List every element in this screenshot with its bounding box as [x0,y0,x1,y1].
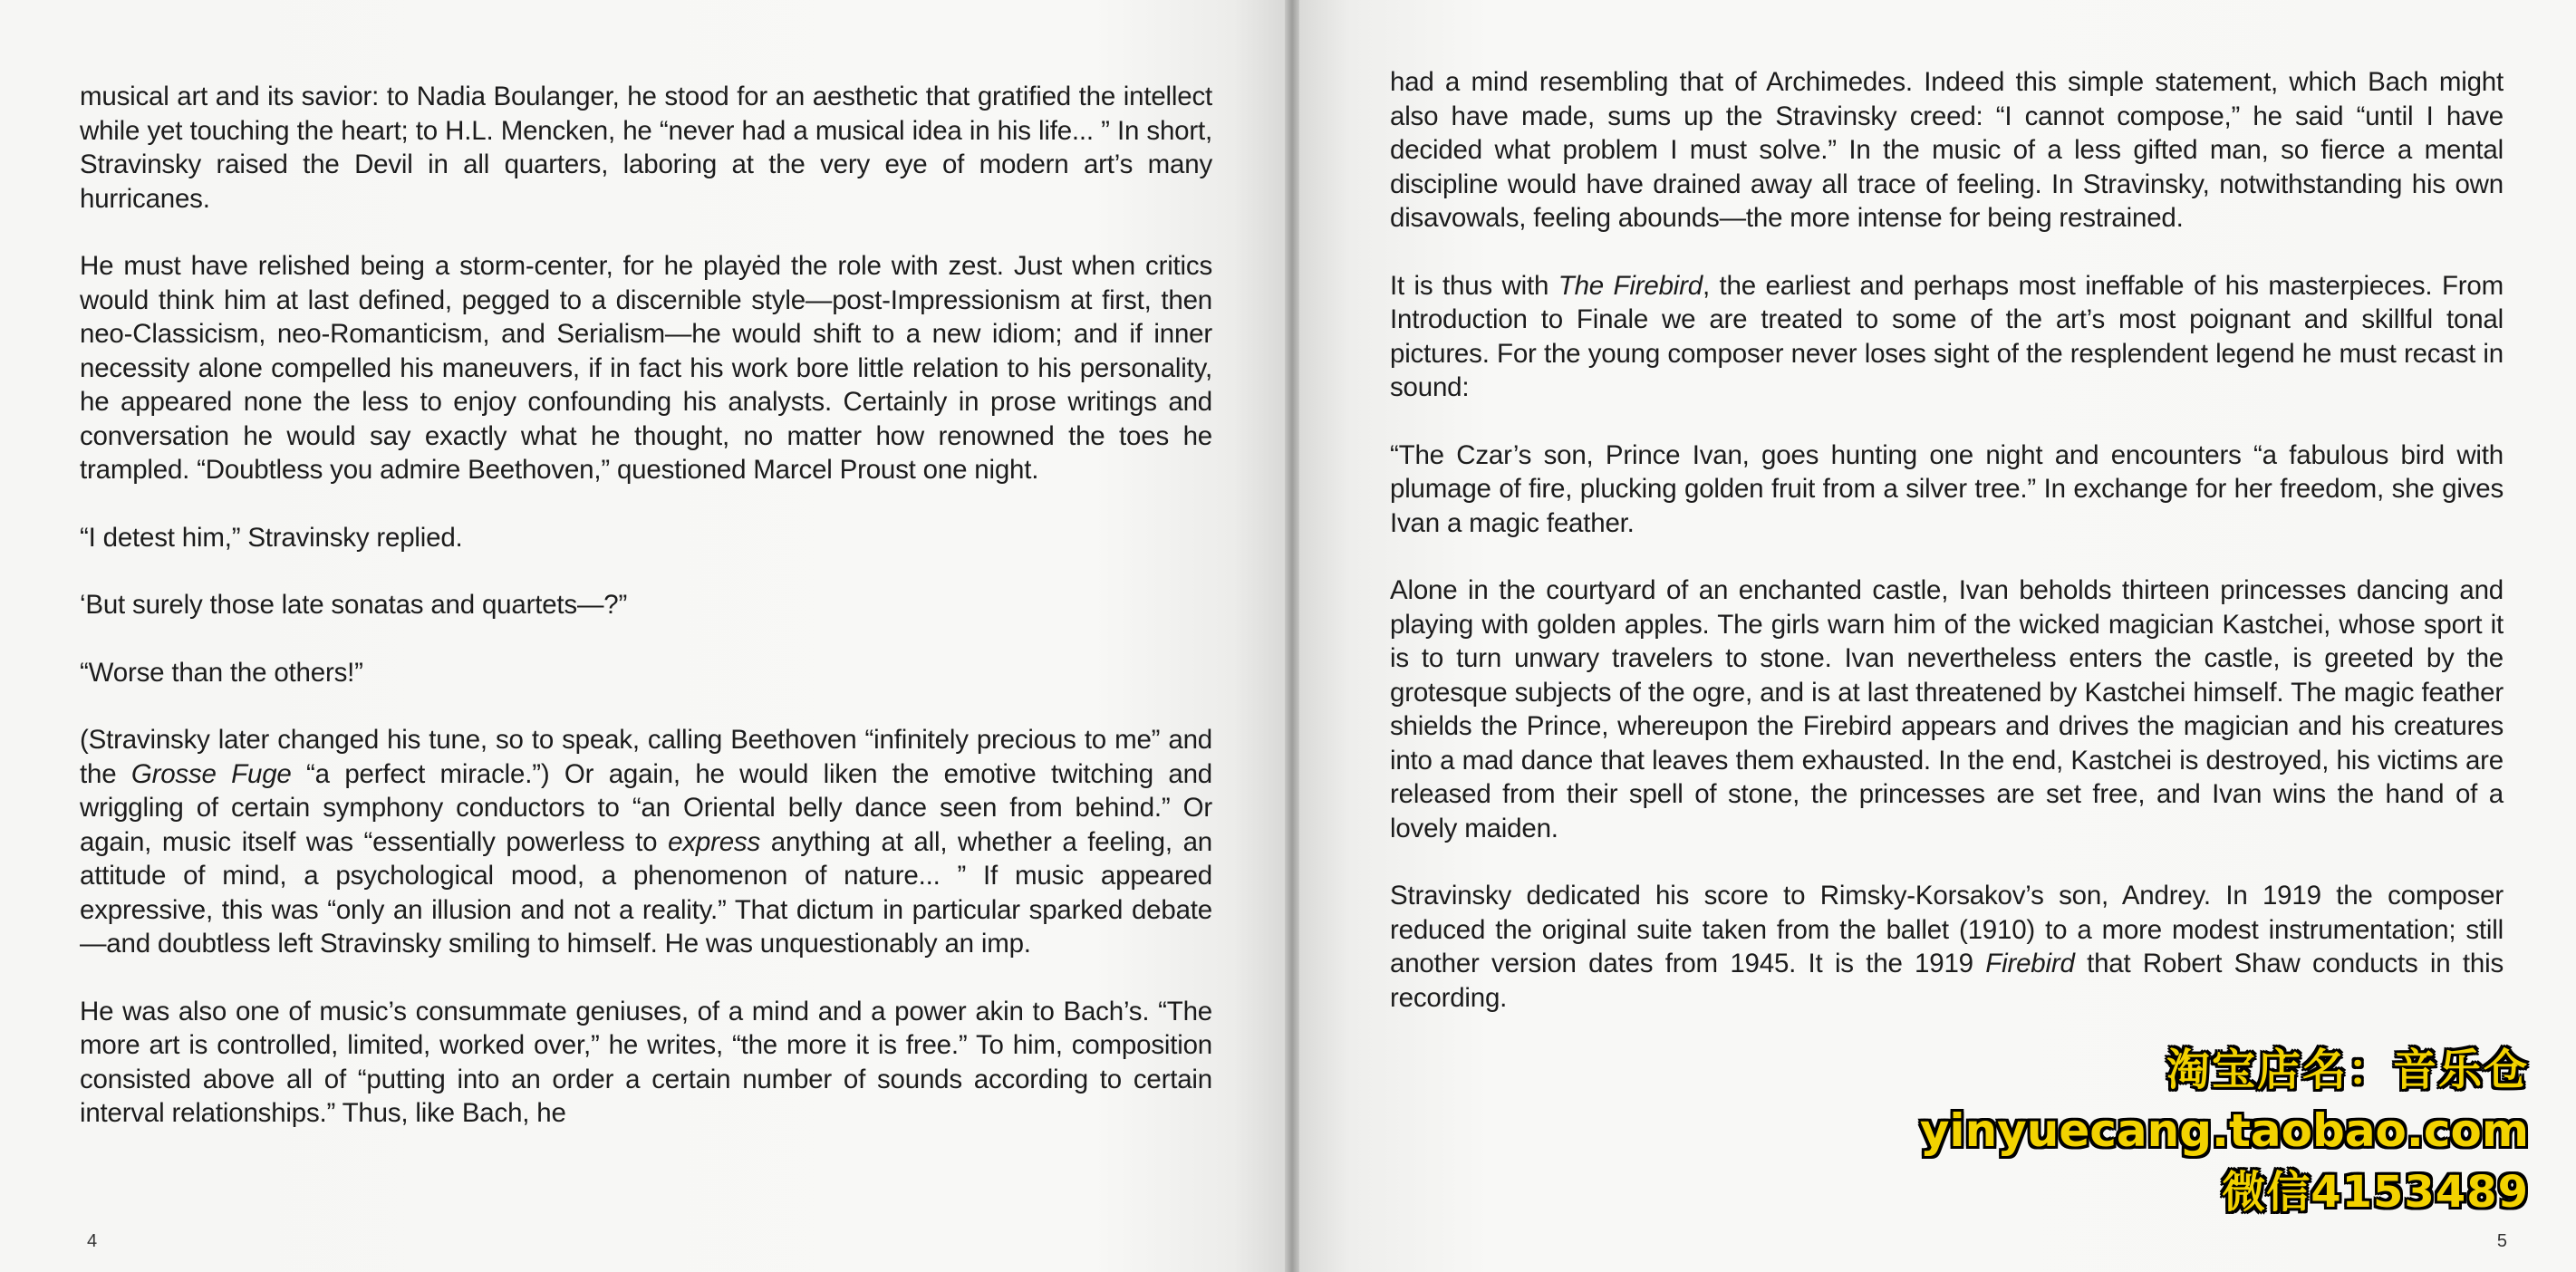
text-run: “a perfect miracle.”) Or again, he would liken the emotive twitching and wriggling of certain symphony conductors to “an Oriental belly dance seen from behind.” Or again, music itself was “essentially powerless to [80,758,1212,857]
text-run: , the earliest and perhaps most ineffable of his masterpieces. From Introduction to Finale we are treated to some of the art’s most poignant and skillful tonal pictures. For the young composer never loses sight of the resplendent legend he must recast in sound: [1390,270,2504,402]
right-paragraph-5 [1390,879,2504,1015]
italic-title-grosse-fuge: Grosse Fuge [130,758,292,789]
watermark-wechat: 微信4153489 [2222,1167,2529,1218]
page-number-right: 5 [2496,1231,2507,1251]
italic-title-firebird: Firebird [1985,949,2075,978]
italic-title-the-firebird: The Firebird [1558,270,1703,301]
right-paragraph-4: Alone in the courtyard of an enchanted castle, Ivan beholds thirteen princesses dancing and playing with golden apples. The girls warn him of the wicked magician Kastchei, whose sport it is to turn unwary travelers to stone. Ivan nevertheless enters the castle, is greeted by the grotesque subjects of the ogre, and is at last threatened by Kastchei himself. The magic feather shields the Prince, whereupon the Firebird appears and drives the magician and his creatures into a mad dance that leaves them exhausted. In the end, Kastchei is destroyed, his victims are released from their spell of stone, the princesses are set free, and Ivan wins the hand of a lovely maiden. [1390,575,2504,843]
left-page [0,0,1285,1272]
text-run: (Stravinsky later changed his tune, so to speak, calling Beethoven “infinitely precious to me” and the [80,725,1212,789]
text-run: It is thus with [1390,270,1558,301]
left-paragraph-3: “I detest him,” Stravinsky replied. [80,522,463,553]
left-paragraph-7: He was also one of music’s consummate geniuses, of a mind and a power akin to Bach’s. “The more art is controlled, limited, worked over,” he writes, “the more it is free.” To him, composition consisted above all of “putting into an order a certain number of sounds according to certain interval relationships.” Thus, like Bach, he [80,996,1212,1128]
watermark-shop-name: 淘宝店名：音乐仓 [2166,1045,2529,1095]
book-gutter [1285,0,1299,1272]
text-run: that Robert Shaw conducts in this recording. [1390,949,2504,1013]
left-paragraph-1: musical art and its savior: to Nadia Boulanger, he stood for an aesthetic that gratified the intellect while yet touching the heart; to H.L. Mencken, he “never had a musical idea in his life... ” In short, Stravinsky raised the Devil in all quarters, laboring at the very eye of modern art’s many hurricanes. [80,82,1212,214]
right-page [1299,0,2576,1272]
left-paragraph-4: ‘But surely those late sonatas and quartets—?” [80,590,628,620]
text-run: anything at all, whether a feeling, an attitude of mind, a psychological mood, a phenomenon of nature... ” If music appeared expressive, this was “only an illusion and not a reality.” That dictum in particular sparked debate—and doubtless left Stravinsky smiling to himself. He was unquestionably an imp. [80,826,1212,959]
left-paragraph-5: “Worse than the others!” [80,657,363,688]
text-run: Stravinsky dedicated his score to Rimsky-Korsakov’s son, Andrey. In 1919 the composer reduced the original suite taken from the ballet (1910) to a more modest instrumentation; still another version dates from 1945. It is the 1919 [1390,881,2504,978]
watermark-url: yinyuecang.taobao.com [1919,1104,2529,1157]
left-paragraph-6 [80,723,1212,961]
right-paragraph-3: “The Czar’s son, Prince Ivan, goes hunting one night and encounters “a fabulous bird with plumage of fire, plucking golden fruit from a silver tree.” In exchange for her freedom, she gives Ivan a magic feather. [1390,439,2504,538]
left-paragraph-2: He must have relished being a storm-center, for he playėd the role with zest. Just when critics would think him at last defined, pegged to a discernible style—post-Impressionism at first, then neo-Classicism, neo-Romanticism, and Serialism—he would shift to a new idiom; and if inner necessity alone compelled his maneuvers, if in fact his work bore little relation to his personality, he appeared none the less to enjoy confounding his analysts. Certainly in prose writings and conversation he would say exactly what he thought, no matter how renowned the toes he trampled. “Doubtless you admire Beethoven,” questioned Marcel Proust one night. [80,251,1212,485]
shop-watermark [1920,1041,2529,1222]
right-paragraph-2 [1390,269,2504,405]
page-number-left: 4 [87,1231,98,1251]
right-paragraph-1: had a mind resembling that of Archimedes. Indeed this simple statement, which Bach might also have made, sums up the Stravinsky creed: “I cannot compose,” he said “until I have decided what problem I must solve.” In the music of a less gifted man, so fierce a mental discipline would have drained away all trace of feeling. In Stravinsky, notwithstanding his own disavowals, feeling abounds—the more intense for being restrained. [1390,67,2504,233]
italic-word-express: express [668,826,761,857]
